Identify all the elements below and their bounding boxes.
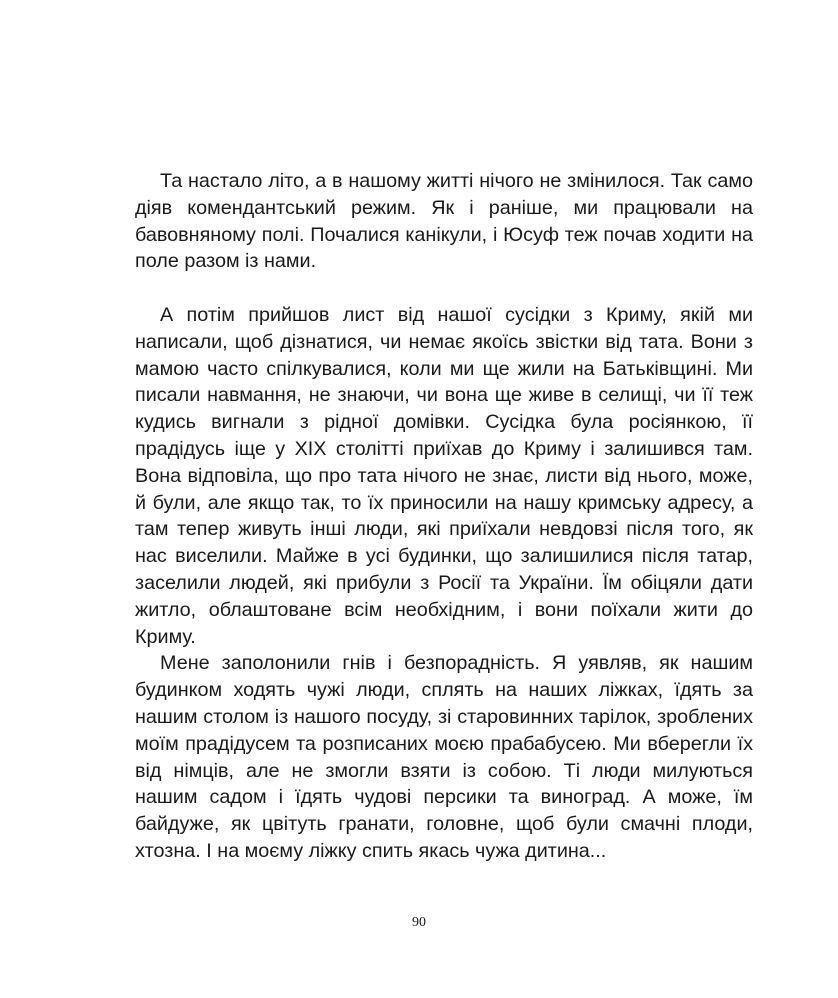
paragraph-summer: Та настало літо, а в нашому житті нічого не змінилося. Так само діяв комендантський режим. Як і раніше, ми працювали на бавовняному полі. Почалися канікули, і Юсуф теж почав ходити на поле разом із нами. [135, 170, 753, 273]
page-number: 90 [412, 915, 426, 930]
paragraph-letter: А потім прийшов лист від нашої сусідки з Криму, якій ми написали, щоб дізнатися, чи немає якоїсь звістки від тата. Вони з мамою часто спілкувалися, коли ми ще жили на Батьківщині. Ми писали навмання, не знаючи, чи вона ще живе в селищі, чи її теж кудись вигнали з рідної домівки. Сусідка була росіянкою, її прадідусь іще у ХІХ столітті приїхав до Криму і залишився там. Вона відповіла, що про тата нічого не знає, листи від нього, може, й були, але якщо так, то їх приносили на нашу кримську адресу, а там тепер живуть інші люди, які приїхали невдовзі після того, як нас виселили. Майже в усі будинки, що залишилися після татар, заселили людей, які прибули з Росії та України. Їм обіцяли дати житло, облаштоване всім необхідним, і вони поїхали жити до Криму. [135, 303, 753, 648]
paragraph-anger: Мене заполонили гнів і безпорадність. Я уявляв, як нашим будинком ходять чужі люди, сплять на наших ліжках, їдять за нашим столом із нашого посуду, зі старовинних тарілок, зроблених моїм прадідусем та розписаних моєю прабабусею. Ми вберегли їх від німців, але не змогли взяти із собою. Ті люди милуються нашим садом і їдять чудові персики та виноград. А може, їм байдуже, як цвітуть гранати, головне, щоб були смачні плоди, хтозна. І на моєму ліжку спить якась чужа дитина... [135, 652, 753, 862]
page-body-text [135, 168, 753, 865]
